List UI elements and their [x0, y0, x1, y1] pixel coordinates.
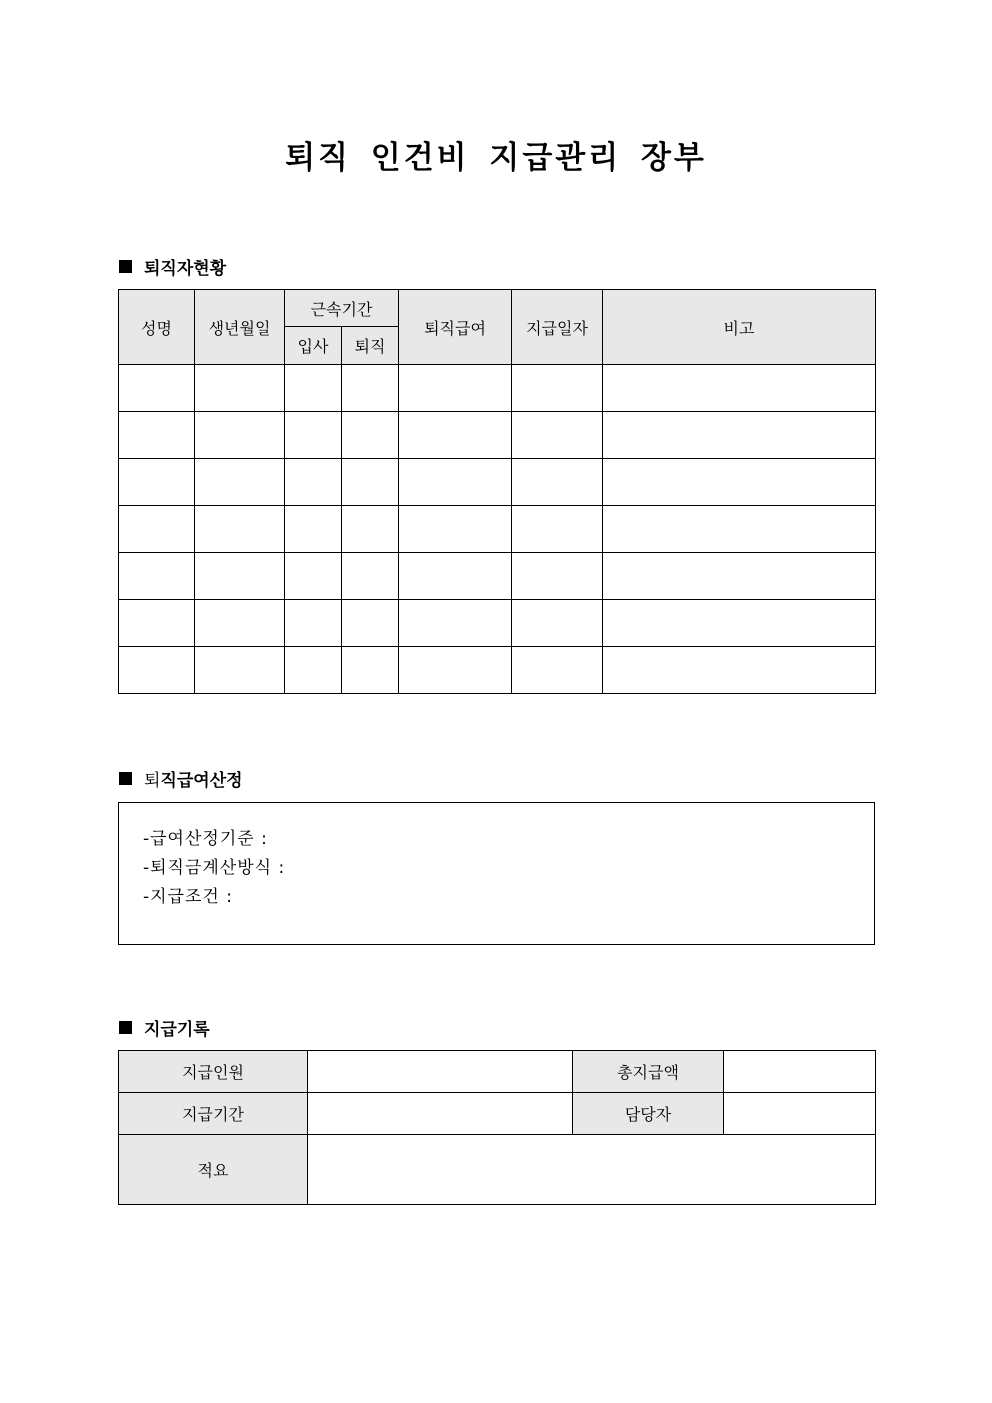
cell-join[interactable]: [285, 647, 342, 694]
cell-note[interactable]: [603, 365, 876, 412]
header-join-date: 입사: [285, 327, 342, 365]
cell-pay[interactable]: [399, 365, 512, 412]
label-total-amount: 총지급액: [573, 1051, 724, 1093]
cell-birthdate[interactable]: [195, 459, 285, 506]
header-leave-date: 퇴직: [342, 327, 399, 365]
cell-leave[interactable]: [342, 459, 399, 506]
section-heading-label: 직급여산정: [160, 771, 243, 791]
value-payees[interactable]: [308, 1051, 573, 1093]
label-payees: 지급인원: [119, 1051, 308, 1093]
cell-leave[interactable]: [342, 365, 399, 412]
calc-conditions-line[interactable]: -지급조건 :: [143, 887, 233, 907]
header-birthdate: 생년월일: [195, 290, 285, 365]
document-title: 퇴직 인건비 지급관리 장부: [285, 140, 707, 176]
square-bullet-icon: [119, 772, 132, 785]
square-bullet-icon: [119, 1021, 132, 1034]
cell-leave[interactable]: [342, 647, 399, 694]
cell-pay[interactable]: [399, 506, 512, 553]
cell-paydate[interactable]: [512, 647, 603, 694]
cell-paydate[interactable]: [512, 459, 603, 506]
cell-birthdate[interactable]: [195, 412, 285, 459]
value-remarks[interactable]: [308, 1135, 876, 1205]
table-row: [119, 365, 876, 412]
table-row: [119, 553, 876, 600]
cell-leave[interactable]: [342, 600, 399, 647]
cell-join[interactable]: [285, 459, 342, 506]
cell-birthdate[interactable]: [195, 553, 285, 600]
label-manager: 담당자: [573, 1093, 724, 1135]
value-manager[interactable]: [724, 1093, 876, 1135]
section-heading-payment-record: [119, 1015, 210, 1040]
cell-join[interactable]: [285, 553, 342, 600]
cell-pay[interactable]: [399, 553, 512, 600]
cell-note[interactable]: [603, 412, 876, 459]
table-row: [119, 412, 876, 459]
calculation-box: [118, 802, 875, 945]
cell-name[interactable]: [119, 553, 195, 600]
cell-join[interactable]: [285, 412, 342, 459]
header-pay-date: 지급일자: [512, 290, 603, 365]
cell-paydate[interactable]: [512, 600, 603, 647]
cell-pay[interactable]: [399, 600, 512, 647]
cell-birthdate[interactable]: [195, 647, 285, 694]
cell-leave[interactable]: [342, 506, 399, 553]
label-pay-period: 지급기간: [119, 1093, 308, 1135]
square-bullet-icon: [119, 260, 132, 273]
value-total-amount[interactable]: [724, 1051, 876, 1093]
cell-name[interactable]: [119, 412, 195, 459]
cell-note[interactable]: [603, 553, 876, 600]
cell-note[interactable]: [603, 506, 876, 553]
cell-leave[interactable]: [342, 412, 399, 459]
cell-paydate[interactable]: [512, 365, 603, 412]
header-tenure: 근속기간: [285, 290, 399, 327]
cell-pay[interactable]: [399, 459, 512, 506]
cell-note[interactable]: [603, 647, 876, 694]
header-name: 성명: [119, 290, 195, 365]
value-pay-period[interactable]: [308, 1093, 573, 1135]
table-row: [119, 600, 876, 647]
cell-birthdate[interactable]: [195, 365, 285, 412]
cell-name[interactable]: [119, 459, 195, 506]
cell-name[interactable]: [119, 600, 195, 647]
calc-method-line[interactable]: -퇴직금계산방식 :: [143, 858, 286, 878]
cell-birthdate[interactable]: [195, 506, 285, 553]
cell-leave[interactable]: [342, 553, 399, 600]
cell-paydate[interactable]: [512, 412, 603, 459]
label-remarks: 적요: [119, 1135, 308, 1205]
cell-name[interactable]: [119, 365, 195, 412]
retiree-table: [118, 289, 876, 694]
cell-note[interactable]: [603, 459, 876, 506]
cell-join[interactable]: [285, 506, 342, 553]
table-row: [119, 506, 876, 553]
table-row: [119, 647, 876, 694]
section-heading-label: 지급기록: [144, 1020, 210, 1040]
cell-note[interactable]: [603, 600, 876, 647]
calc-criteria-line[interactable]: -급여산정기준 :: [143, 829, 268, 849]
section-heading-label: 퇴직자현황: [144, 259, 227, 279]
table-row: [119, 459, 876, 506]
cell-pay[interactable]: [399, 647, 512, 694]
cell-paydate[interactable]: [512, 506, 603, 553]
section-heading-retirees: [119, 254, 226, 279]
section-heading-calculation: [119, 766, 243, 791]
header-note: 비고: [603, 290, 876, 365]
cell-name[interactable]: [119, 506, 195, 553]
cell-pay[interactable]: [399, 412, 512, 459]
cell-birthdate[interactable]: [195, 600, 285, 647]
cell-paydate[interactable]: [512, 553, 603, 600]
payment-record-table: [118, 1050, 876, 1205]
cell-join[interactable]: [285, 365, 342, 412]
header-retirement-pay: 퇴직급여: [399, 290, 512, 365]
section-heading-first-char: 퇴: [144, 771, 161, 791]
cell-name[interactable]: [119, 647, 195, 694]
cell-join[interactable]: [285, 600, 342, 647]
